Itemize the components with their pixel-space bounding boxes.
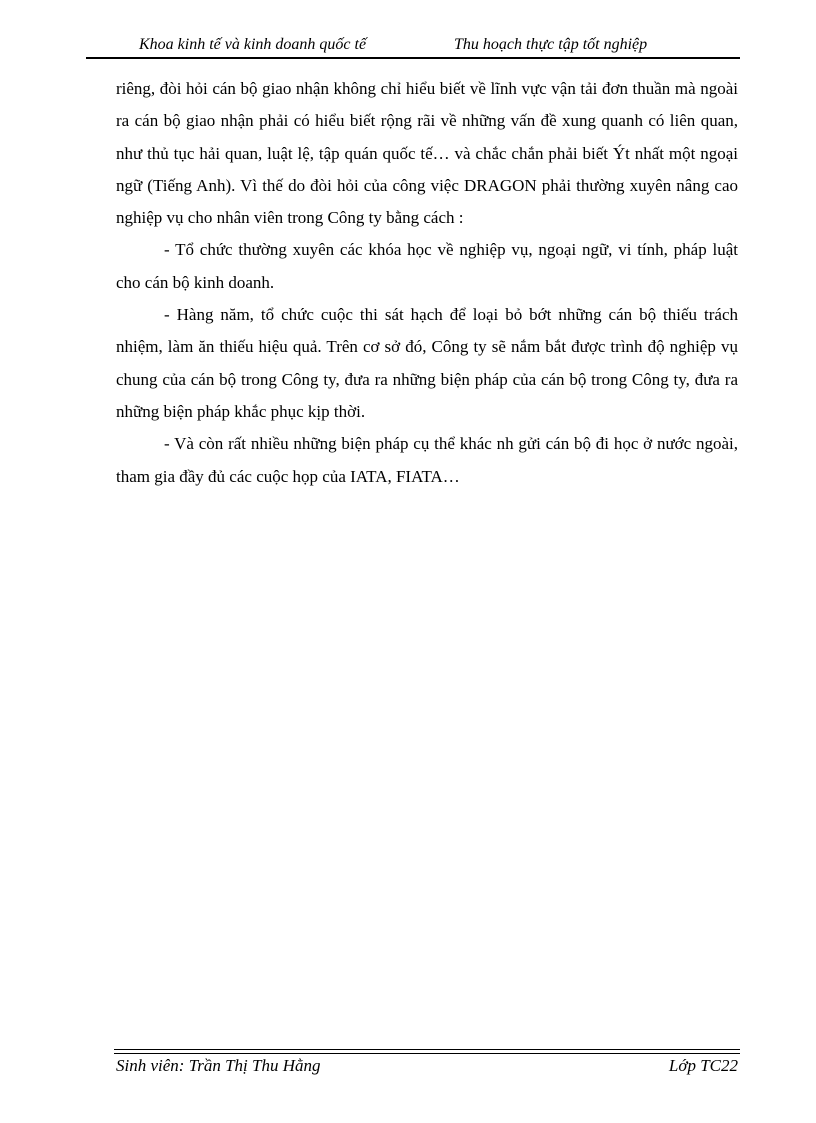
page-footer — [114, 1054, 740, 1076]
header-report-title: Thu hoạch thực tập tốt nghiệp — [454, 36, 648, 53]
header-faculty: Khoa kinh tế và kinh doanh quốc tế — [139, 36, 367, 53]
paragraph-training-courses: - Tổ chức thường xuyên các khóa học về nghiệp vụ, ngoại ngữ, vi tính, pháp luật cho cán bộ kinh doanh. — [116, 240, 738, 292]
header-rule — [86, 57, 740, 59]
paragraph-other-measures: - Và còn rất nhiều những biện pháp cụ thể khác nh gửi cán bộ đi học ở nước ngoài, tham gia đầy đủ các cuộc họp của IATA, FIATA… — [116, 434, 738, 486]
page-header — [114, 34, 740, 56]
footer-class: Lớp TC22 — [668, 1056, 738, 1075]
paragraph-continuation: riêng, đòi hỏi cán bộ giao nhận không chỉ hiểu biết về lĩnh vực vận tải đơn thuần mà ngoài ra cán bộ giao nhận phải có hiểu biết rộng rãi về những vấn đề xung quanh có liên quan, như thủ tục hải quan, luật lệ, tập quán quốc tế… và chắc chắn phải biết Ýt nhất một ngoại ngữ (Tiếng Anh). Vì thế do đòi hỏi của công việc DRAGON phải thường xuyên nâng cao nghiệp vụ cho nhân viên trong Công ty bằng cách : — [116, 79, 738, 228]
body-text — [116, 73, 738, 493]
paragraph-annual-exam: - Hàng năm, tổ chức cuộc thi sát hạch để loại bỏ bớt những cán bộ thiếu trách nhiệm, làm ăn thiếu hiệu quả. Trên cơ sở đó, Công ty sẽ nắm bắt được trình độ nghiệp vụ chung của cán bộ trong Công ty, đưa ra những biện pháp của cán bộ trong Công ty, đưa ra những biện pháp khắc phục kịp thời. — [116, 305, 738, 421]
footer-student: Sinh viên: Trần Thị Thu Hằng — [116, 1056, 321, 1075]
